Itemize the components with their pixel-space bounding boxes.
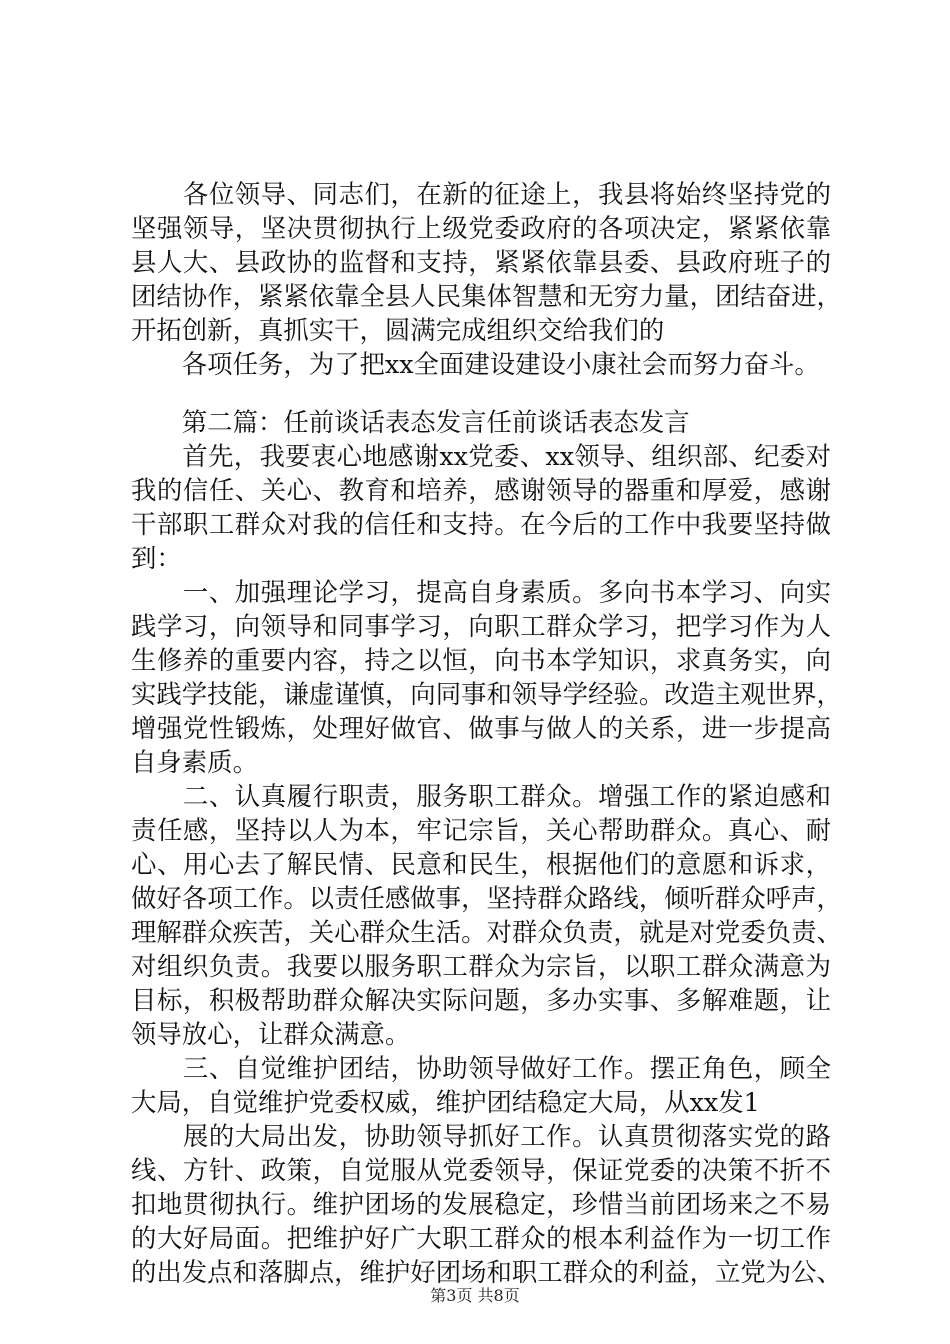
text-line: 大局，自觉维护党委权威，维护团结稳定大局，从xx发1 [131,1087,760,1117]
text-line: 生修养的重要内容，持之以恒，向书本学知识，求真务实，向 [131,645,831,675]
text-line: 扣地贯彻执行。维护团场的发展稳定，珍惜当前团场来之不易 [131,1189,831,1219]
page-footer: 第3页 共8页 [430,1286,520,1305]
text-line: 做好各项工作。以责任感做事，坚持群众路线，倾听群众呼声， [131,883,842,913]
text-line: 实践学技能，谦虚谨慎，向同事和领导学经验。改造主观世界， [131,679,842,709]
section-heading: 第二篇：任前谈话表态发言任前谈话表态发言 [131,407,690,437]
text-line: 的大好局面。把维护好广大职工群众的根本利益作为一切工作 [131,1223,831,1253]
text-line: 对组织负责。我要以服务职工群众为宗旨，以职工群众满意为 [131,951,831,981]
text-line: 开拓创新，真抓实干，圆满完成组织交给我们的 [131,315,665,345]
text-line: 一、加强理论学习，提高自身素质。多向书本学习、向实 [131,577,831,607]
text-line: 目标，积极帮助群众解决实际问题，多办实事、多解难题，让 [131,985,831,1015]
text-line: 首先，我要衷心地感谢xx党委、xx领导、组织部、纪委对 [131,441,831,471]
text-line: 三、自觉维护团结，协助领导做好工作。摆正角色，顾全 [131,1053,831,1083]
text-line: 领导放心，让群众满意。 [131,1019,411,1049]
text-line: 展的大局出发，协助领导抓好工作。认真贯彻落实党的路 [131,1121,831,1151]
text-line: 践学习，向领导和同事学习，向职工群众学习，把学习作为人 [131,611,831,641]
text-line: 责任感，坚持以人为本，牢记宗旨，关心帮助群众。真心、耐 [131,815,831,845]
text-line: 心、用心去了解民情、民意和民生，根据他们的意愿和诉求， [131,849,831,879]
text-line: 的出发点和落脚点，维护好团场和职工群众的利益，立党为公、 [131,1257,842,1287]
text-line: 坚强领导，坚决贯彻执行上级党委政府的各项决定，紧紧依靠 [131,213,831,243]
text-line: 县人大、县政协的监督和支持，紧紧依靠县委、县政府班子的 [131,247,831,277]
text-line: 自身素质。 [131,747,258,777]
text-line: 各项任务，为了把xx全面建设建设小康社会而努力奋斗。 [131,349,820,379]
text-line: 二、认真履行职责，服务职工群众。增强工作的紧迫感和 [131,781,831,811]
text-line: 到： [131,543,182,573]
text-line: 增强党性锻炼，处理好做官、做事与做人的关系，进一步提高 [131,713,831,743]
text-line: 各位领导、同志们，在新的征途上，我县将始终坚持党的 [131,179,831,209]
text-line: 理解群众疾苦，关心群众生活。对群众负责，就是对党委负责、 [131,917,842,947]
text-line: 我的信任、关心、教育和培养，感谢领导的器重和厚爱，感谢 [131,475,831,505]
text-line: 干部职工群众对我的信任和支持。在今后的工作中我要坚持做 [131,509,831,539]
text-line: 线、方针、政策，自觉服从党委领导，保证党委的决策不折不 [131,1155,831,1185]
text-line: 团结协作，紧紧依靠全县人民集体智慧和无穷力量，团结奋进， [131,281,842,311]
